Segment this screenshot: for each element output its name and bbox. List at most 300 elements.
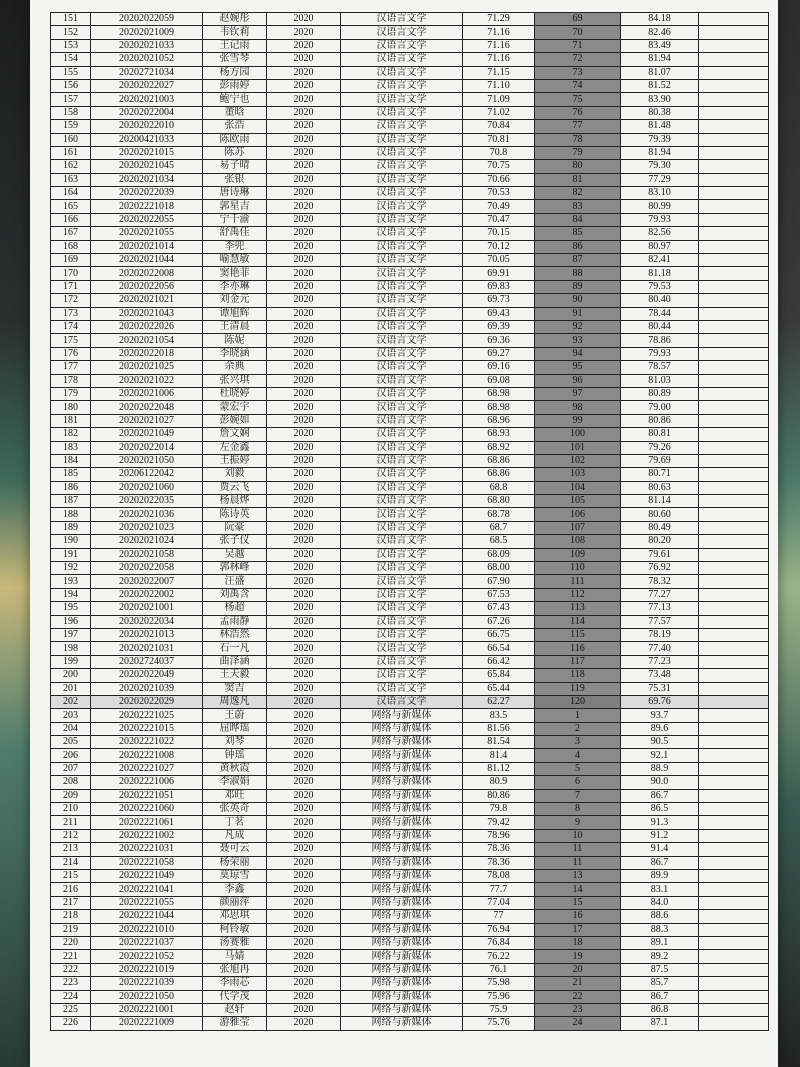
- rank-cell: 86: [535, 240, 621, 253]
- table-row: [51, 481, 769, 494]
- student-id-cell: 20202221044: [91, 910, 203, 923]
- empty-cell: [699, 213, 769, 226]
- empty-cell: [699, 521, 769, 534]
- grade-year-cell: 2020: [267, 66, 341, 79]
- grade-year-cell: 2020: [267, 401, 341, 414]
- rank-cell: 84: [535, 213, 621, 226]
- major-cell: 汉语言文学: [341, 26, 463, 39]
- empty-cell: [699, 709, 769, 722]
- row-number-cell: 225: [51, 1003, 91, 1016]
- student-name-cell: 左金鑫: [203, 441, 267, 454]
- score-cell: 81.56: [463, 722, 535, 735]
- row-number-cell: 155: [51, 66, 91, 79]
- rank-cell: 83: [535, 200, 621, 213]
- grade-year-cell: 2020: [267, 468, 341, 481]
- grade-year-cell: 2020: [267, 575, 341, 588]
- empty-cell: [699, 240, 769, 253]
- empty-cell: [699, 347, 769, 360]
- table-row: [51, 936, 769, 949]
- score-cell: 68.96: [463, 414, 535, 427]
- score-cell: 76.1: [463, 963, 535, 976]
- grade-year-cell: 2020: [267, 441, 341, 454]
- empty-cell: [699, 588, 769, 601]
- major-cell: 汉语言文学: [341, 79, 463, 92]
- total-score-cell: 80.86: [621, 414, 699, 427]
- row-number-cell: 154: [51, 53, 91, 66]
- empty-cell: [699, 39, 769, 52]
- student-name-cell: 张银: [203, 173, 267, 186]
- grade-year-cell: 2020: [267, 963, 341, 976]
- grade-year-cell: 2020: [267, 695, 341, 708]
- student-id-cell: 20202022056: [91, 280, 203, 293]
- student-name-cell: 谭旭辉: [203, 307, 267, 320]
- student-name-cell: 喻慧敏: [203, 254, 267, 267]
- student-name-cell: 李兜: [203, 240, 267, 253]
- total-score-cell: 89.1: [621, 936, 699, 949]
- student-id-cell: 20202021031: [91, 642, 203, 655]
- score-cell: 69.27: [463, 347, 535, 360]
- grade-year-cell: 2020: [267, 160, 341, 173]
- major-cell: 汉语言文学: [341, 428, 463, 441]
- empty-cell: [699, 910, 769, 923]
- total-score-cell: 81.52: [621, 79, 699, 92]
- row-number-cell: 174: [51, 320, 91, 333]
- empty-cell: [699, 655, 769, 668]
- score-cell: 68.7: [463, 521, 535, 534]
- table-row: [51, 428, 769, 441]
- total-score-cell: 80.63: [621, 481, 699, 494]
- score-cell: 71.16: [463, 53, 535, 66]
- grade-year-cell: 2020: [267, 990, 341, 1003]
- table-body: [51, 13, 769, 1031]
- rank-cell: 74: [535, 79, 621, 92]
- score-cell: 77: [463, 910, 535, 923]
- total-score-cell: 79.30: [621, 160, 699, 173]
- student-name-cell: 汤赛雅: [203, 936, 267, 949]
- total-score-cell: 93.7: [621, 709, 699, 722]
- row-number-cell: 179: [51, 387, 91, 400]
- student-name-cell: 杜晓婷: [203, 387, 267, 400]
- empty-cell: [699, 682, 769, 695]
- row-number-cell: 217: [51, 896, 91, 909]
- score-cell: 66.75: [463, 628, 535, 641]
- major-cell: 汉语言文学: [341, 454, 463, 467]
- rank-cell: 73: [535, 66, 621, 79]
- empty-cell: [699, 320, 769, 333]
- rank-cell: 118: [535, 669, 621, 682]
- student-name-cell: 舒禹佳: [203, 227, 267, 240]
- rank-cell: 101: [535, 441, 621, 454]
- empty-cell: [699, 173, 769, 186]
- table-row: [51, 990, 769, 1003]
- total-score-cell: 80.60: [621, 508, 699, 521]
- total-score-cell: 87.5: [621, 963, 699, 976]
- total-score-cell: 83.10: [621, 187, 699, 200]
- student-id-cell: 20202021013: [91, 628, 203, 641]
- major-cell: 汉语言文学: [341, 213, 463, 226]
- rank-cell: 22: [535, 990, 621, 1003]
- grade-year-cell: 2020: [267, 39, 341, 52]
- row-number-cell: 226: [51, 1017, 91, 1030]
- row-number-cell: 171: [51, 280, 91, 293]
- total-score-cell: 90.0: [621, 776, 699, 789]
- score-cell: 71.02: [463, 106, 535, 119]
- student-name-cell: 张兴琪: [203, 374, 267, 387]
- grade-year-cell: 2020: [267, 615, 341, 628]
- score-cell: 78.36: [463, 856, 535, 869]
- row-number-cell: 168: [51, 240, 91, 253]
- table-row: [51, 856, 769, 869]
- student-name-cell: 邓旺: [203, 789, 267, 802]
- grade-year-cell: 2020: [267, 856, 341, 869]
- row-number-cell: 224: [51, 990, 91, 1003]
- rank-cell: 79: [535, 146, 621, 159]
- student-id-cell: 20200421033: [91, 133, 203, 146]
- student-name-cell: 游雅莹: [203, 1017, 267, 1030]
- empty-cell: [699, 294, 769, 307]
- grade-year-cell: 2020: [267, 749, 341, 762]
- major-cell: 汉语言文学: [341, 387, 463, 400]
- major-cell: 网络与新媒体: [341, 803, 463, 816]
- total-score-cell: 77.29: [621, 173, 699, 186]
- table-row: [51, 642, 769, 655]
- total-score-cell: 77.27: [621, 588, 699, 601]
- rank-cell: 70: [535, 26, 621, 39]
- table-row: [51, 240, 769, 253]
- student-id-cell: 20202021009: [91, 26, 203, 39]
- major-cell: 汉语言文学: [341, 146, 463, 159]
- grade-year-cell: 2020: [267, 267, 341, 280]
- empty-cell: [699, 361, 769, 374]
- table-row: [51, 468, 769, 481]
- total-score-cell: 80.44: [621, 320, 699, 333]
- rank-cell: 9: [535, 816, 621, 829]
- row-number-cell: 182: [51, 428, 91, 441]
- grade-year-cell: 2020: [267, 602, 341, 615]
- score-cell: 69.36: [463, 334, 535, 347]
- student-name-cell: 聂可云: [203, 843, 267, 856]
- grade-year-cell: 2020: [267, 655, 341, 668]
- grade-year-cell: 2020: [267, 816, 341, 829]
- table-row: [51, 93, 769, 106]
- student-id-cell: 20202221055: [91, 896, 203, 909]
- total-score-cell: 83.1: [621, 883, 699, 896]
- student-name-cell: 郭林峰: [203, 562, 267, 575]
- student-name-cell: 鲍宁也: [203, 93, 267, 106]
- rank-cell: 7: [535, 789, 621, 802]
- table-row: [51, 374, 769, 387]
- major-cell: 网络与新媒体: [341, 736, 463, 749]
- rank-cell: 82: [535, 187, 621, 200]
- empty-cell: [699, 79, 769, 92]
- student-id-cell: 20202022029: [91, 695, 203, 708]
- student-name-cell: 郭星吉: [203, 200, 267, 213]
- grade-year-cell: 2020: [267, 240, 341, 253]
- rank-cell: 13: [535, 870, 621, 883]
- score-cell: 68.80: [463, 495, 535, 508]
- score-cell: 81.4: [463, 749, 535, 762]
- total-score-cell: 78.32: [621, 575, 699, 588]
- rank-cell: 120: [535, 695, 621, 708]
- empty-cell: [699, 307, 769, 320]
- student-id-cell: 20202021021: [91, 294, 203, 307]
- score-table: [50, 12, 769, 1031]
- student-name-cell: 张英奇: [203, 803, 267, 816]
- major-cell: 汉语言文学: [341, 39, 463, 52]
- major-cell: 汉语言文学: [341, 254, 463, 267]
- score-cell: 79.42: [463, 816, 535, 829]
- row-number-cell: 164: [51, 187, 91, 200]
- score-cell: 70.12: [463, 240, 535, 253]
- table-row: [51, 682, 769, 695]
- empty-cell: [699, 495, 769, 508]
- total-score-cell: 77.23: [621, 655, 699, 668]
- score-cell: 69.08: [463, 374, 535, 387]
- grade-year-cell: 2020: [267, 736, 341, 749]
- student-name-cell: 陈欧雨: [203, 133, 267, 146]
- table-row: [51, 294, 769, 307]
- table-row: [51, 695, 769, 708]
- empty-cell: [699, 803, 769, 816]
- empty-cell: [699, 548, 769, 561]
- empty-cell: [699, 628, 769, 641]
- table-row: [51, 120, 769, 133]
- rank-cell: 11: [535, 843, 621, 856]
- empty-cell: [699, 615, 769, 628]
- grade-year-cell: 2020: [267, 950, 341, 963]
- rank-cell: 112: [535, 588, 621, 601]
- row-number-cell: 200: [51, 669, 91, 682]
- rank-cell: 91: [535, 307, 621, 320]
- table-row: [51, 628, 769, 641]
- major-cell: 汉语言文学: [341, 401, 463, 414]
- major-cell: 汉语言文学: [341, 495, 463, 508]
- empty-cell: [699, 776, 769, 789]
- table-row: [51, 963, 769, 976]
- row-number-cell: 187: [51, 495, 91, 508]
- empty-cell: [699, 120, 769, 133]
- empty-cell: [699, 441, 769, 454]
- rank-cell: 5: [535, 762, 621, 775]
- score-cell: 69.43: [463, 307, 535, 320]
- empty-cell: [699, 133, 769, 146]
- student-name-cell: 杨方园: [203, 66, 267, 79]
- total-score-cell: 91.2: [621, 829, 699, 842]
- score-cell: 78.08: [463, 870, 535, 883]
- major-cell: 汉语言文学: [341, 468, 463, 481]
- total-score-cell: 90.5: [621, 736, 699, 749]
- table-row: [51, 387, 769, 400]
- table-row: [51, 910, 769, 923]
- empty-cell: [699, 93, 769, 106]
- total-score-cell: 79.93: [621, 213, 699, 226]
- student-id-cell: 20202221052: [91, 950, 203, 963]
- student-id-cell: 20202022058: [91, 562, 203, 575]
- student-id-cell: 20202022026: [91, 320, 203, 333]
- student-name-cell: 吴越: [203, 548, 267, 561]
- table-row: [51, 441, 769, 454]
- table-row: [51, 883, 769, 896]
- empty-cell: [699, 66, 769, 79]
- row-number-cell: 194: [51, 588, 91, 601]
- grade-year-cell: 2020: [267, 387, 341, 400]
- grade-year-cell: 2020: [267, 120, 341, 133]
- table-row: [51, 414, 769, 427]
- score-cell: 80.9: [463, 776, 535, 789]
- student-id-cell: 20202724037: [91, 655, 203, 668]
- row-number-cell: 158: [51, 106, 91, 119]
- table-row: [51, 334, 769, 347]
- grade-year-cell: 2020: [267, 307, 341, 320]
- table-row: [51, 146, 769, 159]
- major-cell: 汉语言文学: [341, 414, 463, 427]
- row-number-cell: 205: [51, 736, 91, 749]
- student-id-cell: 20202221022: [91, 736, 203, 749]
- student-id-cell: 20202021049: [91, 428, 203, 441]
- total-score-cell: 79.61: [621, 548, 699, 561]
- rank-cell: 115: [535, 628, 621, 641]
- empty-cell: [699, 106, 769, 119]
- student-id-cell: 20202022004: [91, 106, 203, 119]
- table-row: [51, 160, 769, 173]
- total-score-cell: 88.9: [621, 762, 699, 775]
- empty-cell: [699, 254, 769, 267]
- grade-year-cell: 2020: [267, 454, 341, 467]
- major-cell: 汉语言文学: [341, 615, 463, 628]
- table-row: [51, 816, 769, 829]
- major-cell: 网络与新媒体: [341, 843, 463, 856]
- grade-year-cell: 2020: [267, 374, 341, 387]
- total-score-cell: 91.4: [621, 843, 699, 856]
- student-name-cell: 彭雨婷: [203, 79, 267, 92]
- table-row: [51, 401, 769, 414]
- student-name-cell: 李晓涵: [203, 347, 267, 360]
- row-number-cell: 170: [51, 267, 91, 280]
- row-number-cell: 160: [51, 133, 91, 146]
- total-score-cell: 87.1: [621, 1017, 699, 1030]
- total-score-cell: 80.97: [621, 240, 699, 253]
- empty-cell: [699, 26, 769, 39]
- major-cell: 网络与新媒体: [341, 829, 463, 842]
- printed-sheet: [30, 0, 778, 1067]
- grade-year-cell: 2020: [267, 280, 341, 293]
- score-cell: 69.16: [463, 361, 535, 374]
- major-cell: 汉语言文学: [341, 361, 463, 374]
- empty-cell: [699, 936, 769, 949]
- rank-cell: 10: [535, 829, 621, 842]
- row-number-cell: 201: [51, 682, 91, 695]
- total-score-cell: 78.44: [621, 307, 699, 320]
- major-cell: 汉语言文学: [341, 173, 463, 186]
- student-id-cell: 20202021023: [91, 521, 203, 534]
- row-number-cell: 173: [51, 307, 91, 320]
- grade-year-cell: 2020: [267, 173, 341, 186]
- major-cell: 汉语言文学: [341, 160, 463, 173]
- table-row: [51, 749, 769, 762]
- row-number-cell: 167: [51, 227, 91, 240]
- table-row: [51, 548, 769, 561]
- score-cell: 69.83: [463, 280, 535, 293]
- student-id-cell: 20202221010: [91, 923, 203, 936]
- grade-year-cell: 2020: [267, 428, 341, 441]
- table-row: [51, 950, 769, 963]
- score-cell: 76.84: [463, 936, 535, 949]
- major-cell: 汉语言文学: [341, 682, 463, 695]
- student-name-cell: 陈诗英: [203, 508, 267, 521]
- student-id-cell: 20202022059: [91, 13, 203, 26]
- row-number-cell: 176: [51, 347, 91, 360]
- score-cell: 67.53: [463, 588, 535, 601]
- score-cell: 75.76: [463, 1017, 535, 1030]
- empty-cell: [699, 401, 769, 414]
- student-name-cell: 陈妮: [203, 334, 267, 347]
- grade-year-cell: 2020: [267, 361, 341, 374]
- student-id-cell: 20202221061: [91, 816, 203, 829]
- rank-cell: 4: [535, 749, 621, 762]
- total-score-cell: 78.19: [621, 628, 699, 641]
- major-cell: 网络与新媒体: [341, 762, 463, 775]
- row-number-cell: 216: [51, 883, 91, 896]
- rank-cell: 114: [535, 615, 621, 628]
- grade-year-cell: 2020: [267, 977, 341, 990]
- rank-cell: 20: [535, 963, 621, 976]
- total-score-cell: 80.71: [621, 468, 699, 481]
- score-cell: 66.54: [463, 642, 535, 655]
- rank-cell: 85: [535, 227, 621, 240]
- grade-year-cell: 2020: [267, 923, 341, 936]
- student-id-cell: 20202221006: [91, 776, 203, 789]
- grade-year-cell: 2020: [267, 883, 341, 896]
- student-id-cell: 20202021025: [91, 361, 203, 374]
- student-name-cell: 窦艳菲: [203, 267, 267, 280]
- total-score-cell: 89.9: [621, 870, 699, 883]
- rank-cell: 113: [535, 602, 621, 615]
- total-score-cell: 79.93: [621, 347, 699, 360]
- student-name-cell: 阮豪: [203, 521, 267, 534]
- major-cell: 网络与新媒体: [341, 816, 463, 829]
- empty-cell: [699, 843, 769, 856]
- student-id-cell: 20202022027: [91, 79, 203, 92]
- major-cell: 汉语言文学: [341, 695, 463, 708]
- row-number-cell: 219: [51, 923, 91, 936]
- student-name-cell: 凡成: [203, 829, 267, 842]
- total-score-cell: 81.07: [621, 66, 699, 79]
- rank-cell: 23: [535, 1003, 621, 1016]
- student-id-cell: 20202221009: [91, 1017, 203, 1030]
- major-cell: 网络与新媒体: [341, 923, 463, 936]
- student-id-cell: 20202221018: [91, 200, 203, 213]
- score-cell: 80.86: [463, 789, 535, 802]
- row-number-cell: 199: [51, 655, 91, 668]
- student-id-cell: 20202021043: [91, 307, 203, 320]
- major-cell: 汉语言文学: [341, 535, 463, 548]
- table-row: [51, 535, 769, 548]
- grade-year-cell: 2020: [267, 13, 341, 26]
- major-cell: 汉语言文学: [341, 294, 463, 307]
- total-score-cell: 79.00: [621, 401, 699, 414]
- major-cell: 汉语言文学: [341, 548, 463, 561]
- total-score-cell: 80.89: [621, 387, 699, 400]
- student-name-cell: 赵婉彤: [203, 13, 267, 26]
- major-cell: 网络与新媒体: [341, 776, 463, 789]
- major-cell: 汉语言文学: [341, 93, 463, 106]
- total-score-cell: 81.03: [621, 374, 699, 387]
- student-name-cell: 石一凡: [203, 642, 267, 655]
- table-row: [51, 896, 769, 909]
- row-number-cell: 181: [51, 414, 91, 427]
- table-row: [51, 736, 769, 749]
- total-score-cell: 83.49: [621, 39, 699, 52]
